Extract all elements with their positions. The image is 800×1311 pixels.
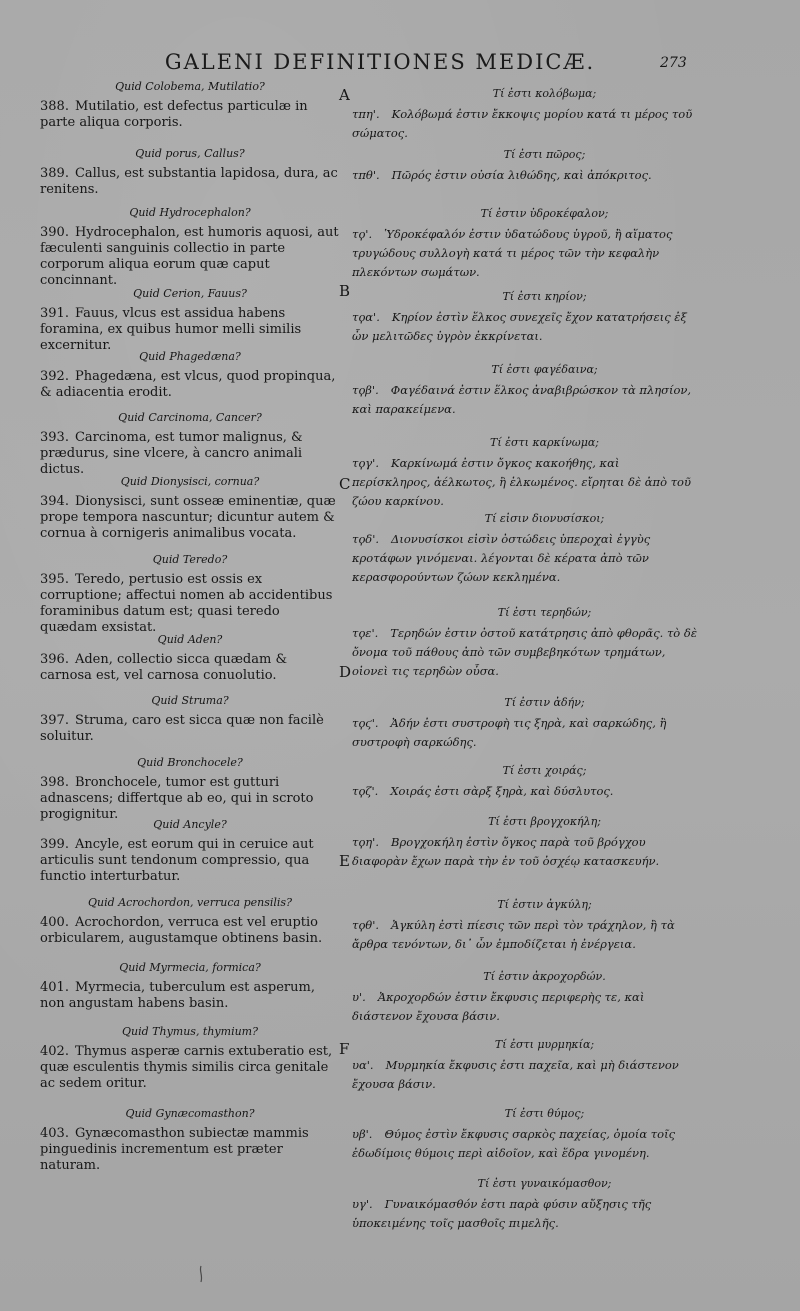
- latin-entry: [40, 80, 340, 131]
- definition-text: Teredo, pertusio est ossis ex corruptione; affectui nomen ab accidentibus foraminibus datum est; quasi teredo quædam exsistat.: [40, 572, 333, 635]
- gutter-letter-e: E: [339, 852, 350, 870]
- greek-entry: [352, 207, 697, 282]
- definition-text: Thymus asperæ carnis extuberatio est, quæ esculentis thymis similis circa genitale ac sedem oritur.: [40, 1044, 333, 1091]
- entry-heading: Τί ἐστι πῶρος;: [503, 148, 586, 161]
- entry-number: υα'.: [352, 1058, 374, 1072]
- definition-text: Struma, caro est sicca quæ non facilè soluitur.: [40, 713, 324, 744]
- entry-text: [352, 782, 697, 801]
- entry-text: [40, 166, 340, 198]
- entry-heading: Τί ἐστι κηρίον;: [502, 290, 587, 303]
- entry-heading: Τί ἐστι καρκίνωμα;: [489, 436, 600, 449]
- entry-text: [40, 225, 340, 289]
- definition-text: Fauus, vlcus est assidua habens foramina, ex quibus humor melli similis excernitur.: [40, 306, 302, 353]
- entry-heading: Quid porus, Callus?: [135, 147, 245, 160]
- entry-heading: Τί ἐστιν ἀδήν;: [504, 696, 585, 709]
- definition-text: Callus, est substantia lapidosa, dura, ac renitens.: [40, 166, 338, 197]
- entry-text: [352, 624, 697, 681]
- entry-heading: Τί ἐστιν ἀγκύλη;: [497, 898, 592, 911]
- greek-entry: [352, 363, 697, 419]
- greek-entry: [352, 1177, 697, 1233]
- entry-number: τϙδ'.: [352, 532, 380, 546]
- entry-text: [352, 1056, 697, 1094]
- definition-text: Carcinoma, est tumor malignus, & prædurus, sine vlcere, à cancro animali dictus.: [40, 430, 303, 477]
- greek-entry: [352, 898, 697, 954]
- entry-number: τϙζ'.: [352, 784, 379, 798]
- entry-number: 396.: [40, 652, 69, 667]
- entry-heading: Quid Thymus, thymium?: [121, 1025, 259, 1038]
- greek-entry: [352, 87, 697, 143]
- entry-number: 401.: [40, 980, 69, 995]
- entry-heading: Τί ἐστι φαγέδαινα;: [491, 363, 598, 376]
- entry-heading: Τί ἐστι βρογχοκήλη;: [488, 815, 601, 828]
- definition-text: Πῶρός ἐστιν οὐσία λιθώδης, καὶ ἀπόκριτος.: [391, 168, 652, 182]
- latin-entry: [40, 818, 340, 885]
- definition-text: Κηρίον ἐστὶν ἕλκος συνεχεῖς ἔχον κατατρήσεις ἐξ ὧν μελιτῶδες ὑγρὸν ἐκκρίνεται.: [352, 310, 687, 343]
- latin-entry: [40, 475, 340, 542]
- definition-text: Τερηδών ἐστιν ὀστοῦ κατάτρησις ἀπὸ φθορᾶς. τὸ δὲ ὄνομα τοῦ πάθους ἀπὸ τῶν συμβεβηκότων τρημάτων, οἱονεὶ τις τερηδὼν οὖσα.: [352, 626, 697, 678]
- entry-heading: Τί ἐστιν ὑδροκέφαλον;: [480, 207, 609, 220]
- latin-entry: [40, 1107, 340, 1174]
- definition-text: Φαγέδαινά ἐστιν ἕλκος ἀναβιβρώσκον τὰ πλησίον, καὶ παρακείμενα.: [352, 383, 692, 416]
- entry-number: τπθ'.: [352, 168, 380, 182]
- latin-entry: [40, 756, 340, 823]
- entry-number: 392.: [40, 369, 69, 384]
- entry-number: τϙε'.: [352, 626, 379, 640]
- entry-heading: Quid Bronchocele?: [137, 756, 243, 769]
- page-number: 273: [660, 55, 687, 71]
- greek-entry: [352, 606, 697, 681]
- definition-text: Hydrocephalon, est humoris aquosi, aut fæculenti sanguinis collectio in parte corporum aliqua eorum quæ caput concinnant.: [40, 225, 339, 288]
- definition-text: Καρκίνωμά ἐστιν ὄγκος κακοήθης, καὶ περίσκληρος, ἀέλκωτος, ἢ ἑλκωμένος. εἴρηται δὲ ἀπὸ τοῦ ζώου καρκίνου.: [352, 456, 691, 508]
- entry-text: [352, 1195, 697, 1233]
- entry-text: [352, 225, 697, 282]
- gutter-letter-f: F: [339, 1040, 350, 1058]
- latin-entry: [40, 287, 340, 354]
- latin-entry: [40, 1025, 340, 1092]
- entry-number: 400.: [40, 915, 69, 930]
- greek-entry: [352, 148, 697, 185]
- entry-heading: Τί ἐστι κολόβωμα;: [492, 87, 597, 100]
- ink-mark: [195, 1265, 207, 1283]
- entry-heading: Quid Struma?: [151, 694, 229, 707]
- definition-text: Διονυσίσκοι εἰσὶν ὀστώδεις ὑπεροχαὶ ἐγγὺς κροτάφων γινόμεναι. λέγονται δὲ κέρατα ἀπὸ τῶν κερασφορούντων ζώων κεκλημένα.: [352, 532, 651, 584]
- entry-number: 402.: [40, 1044, 69, 1059]
- entry-heading: Quid Hydrocephalon?: [129, 206, 251, 219]
- entry-text: [40, 837, 340, 885]
- definition-text: Ancyle, est eorum qui in ceruice aut articulis sunt tendonum compressio, qua functio interturbatur.: [40, 837, 314, 884]
- entry-text: [40, 306, 340, 354]
- definition-text: Bronchocele, tumor est gutturi adnascens; differtque ab eo, qui in scroto progignitur.: [40, 775, 314, 822]
- entry-heading: Τί ἐστι γυναικόμασθον;: [477, 1177, 612, 1190]
- entry-heading: Quid Myrmecia, formica?: [119, 961, 261, 974]
- greek-entry: [352, 764, 697, 801]
- definition-text: Aden, collectio sicca quædam & carnosa est, vel carnosa conuolutio.: [40, 652, 288, 683]
- entry-number: 390.: [40, 225, 69, 240]
- entry-heading: Τί ἐστι τερηδών;: [497, 606, 592, 619]
- entry-text: [352, 454, 697, 511]
- latin-entry: [40, 411, 340, 478]
- definition-text: Μυρμηκία ἔκφυσις ἐστι παχεῖα, καὶ μὴ διάστενον ἔχουσα βάσιν.: [352, 1058, 679, 1091]
- entry-text: [40, 1126, 340, 1174]
- entry-number: τϙη'.: [352, 835, 379, 849]
- greek-entry: [352, 696, 697, 752]
- entry-number: 395.: [40, 572, 69, 587]
- greek-entry: [352, 970, 697, 1026]
- latin-entry: [40, 896, 340, 947]
- entry-heading: Quid Carcinoma, Cancer?: [118, 411, 262, 424]
- entry-text: [352, 308, 697, 346]
- greek-entry: [352, 1038, 697, 1094]
- entry-heading: Τί ἐστιν ἀκροχορδών.: [483, 970, 606, 983]
- entry-text: [40, 915, 340, 947]
- entry-heading: Quid Acrochordon, verruca pensilis?: [88, 896, 292, 909]
- definition-text: Phagedæna, est vlcus, quod propinqua, & adiacentia erodit.: [40, 369, 336, 400]
- entry-number: υ'.: [352, 990, 366, 1004]
- definition-text: Κολόβωμά ἐστιν ἔκκοψις μορίου κατά τι μέρος τοῦ σώματος.: [352, 107, 693, 140]
- entry-text: [352, 714, 697, 752]
- entry-heading: Quid Ancyle?: [153, 818, 227, 831]
- entry-text: [352, 1125, 697, 1163]
- definition-text: Ἀκροχορδών ἐστιν ἔκφυσις περιφερὴς τε, καὶ διάστενον ἔχουσα βάσιν.: [352, 990, 645, 1023]
- entry-text: [40, 430, 340, 478]
- entry-text: [40, 1044, 340, 1092]
- entry-text: [352, 381, 697, 419]
- entry-heading: Τί εἰσιν διονυσίσκοι;: [484, 512, 605, 525]
- entry-number: 403.: [40, 1126, 69, 1141]
- entry-number: τϙα'.: [352, 310, 380, 324]
- entry-number: 398.: [40, 775, 69, 790]
- definition-text: Myrmecia, tuberculum est asperum, non angustam habens basin.: [40, 980, 315, 1011]
- entry-number: τϙθ'.: [352, 918, 380, 932]
- entry-heading: Τί ἐστι μυρμηκία;: [494, 1038, 595, 1051]
- entry-number: τϙγ'.: [352, 456, 379, 470]
- entry-number: 397.: [40, 713, 69, 728]
- entry-number: 394.: [40, 494, 69, 509]
- latin-entry: [40, 633, 340, 684]
- entry-text: [40, 572, 340, 636]
- greek-entry: [352, 1107, 697, 1163]
- gutter-letter-c: C: [339, 475, 351, 493]
- definition-text: Ἀγκύλη ἐστὶ πίεσις τῶν περὶ τὸν τράχηλον, ἢ τὰ ἄρθρα τενόντων, δι᾽ ὧν ἐμποδίζεται ἡ ἐνέργεια.: [352, 918, 675, 951]
- entry-text: [352, 166, 697, 185]
- running-title: GALENI DEFINITIONES MEDICÆ.: [164, 50, 596, 74]
- latin-entry: [40, 350, 340, 401]
- entry-text: [352, 530, 697, 587]
- entry-number: τϙϛ'.: [352, 716, 379, 730]
- entry-text: [40, 99, 340, 131]
- entry-heading: Τί ἐστι χοιράς;: [502, 764, 587, 777]
- definition-text: Ὑδροκέφαλόν ἐστιν ὑδατώδους ὑγροῦ, ἢ αἵματος τρυγώδους συλλογὴ κατά τι μέρος τῶν τὴν κεφαλὴν πλεκόντων σωμάτων.: [352, 227, 673, 279]
- definition-text: Γυναικόμασθόν ἐστι παρὰ φύσιν αὔξησις τῆς ὑποκειμένης τοῖς μασθοῖς πιμελῆς.: [352, 1197, 652, 1230]
- entry-number: 399.: [40, 837, 69, 852]
- latin-entry: [40, 694, 340, 745]
- entry-text: [40, 494, 340, 542]
- entry-number: τπη'.: [352, 107, 380, 121]
- entry-text: [352, 833, 697, 871]
- entry-heading: Quid Aden?: [157, 633, 223, 646]
- entry-heading: Quid Gynæcomasthon?: [125, 1107, 255, 1120]
- entry-heading: Quid Dionysisci, cornua?: [120, 475, 260, 488]
- entry-heading: Quid Phagedæna?: [139, 350, 241, 363]
- latin-entry: [40, 147, 340, 198]
- entry-number: τϙβ'.: [352, 383, 379, 397]
- greek-entry: [352, 512, 697, 587]
- gutter-letter-a: A: [339, 86, 350, 104]
- entry-heading: Quid Colobema, Mutilatio?: [115, 80, 265, 93]
- definition-text: Ἀδήν ἐστι συστροφὴ τις ξηρὰ, καὶ σαρκώδης, ἢ συστροφὴ σαρκώδης.: [352, 716, 667, 749]
- entry-heading: Τί ἐστι θύμος;: [504, 1107, 585, 1120]
- entry-number: 391.: [40, 306, 69, 321]
- entry-heading: Quid Teredo?: [152, 553, 228, 566]
- gutter-letter-d: D: [339, 663, 352, 681]
- definition-text: Χοιράς ἐστι σὰρξ ξηρὰ, καὶ δύσλυτος.: [390, 784, 614, 798]
- entry-number: τϙ'.: [352, 227, 373, 241]
- entry-heading: Quid Cerion, Fauus?: [133, 287, 247, 300]
- definition-text: Mutilatio, est defectus particulæ in parte aliqua corporis.: [40, 99, 308, 130]
- greek-entry: [352, 815, 697, 871]
- definition-text: Βρογχοκήλη ἐστὶν ὄγκος παρὰ τοῦ βρόγχου διαφορὰν ἔχων παρὰ τὴν ἐν τοῦ ὀσχέῳ κατασκευήν.: [352, 835, 660, 868]
- entry-text: [352, 916, 697, 954]
- entry-number: υβ'.: [352, 1127, 373, 1141]
- latin-entry: [40, 961, 340, 1012]
- entry-text: [40, 713, 340, 745]
- latin-entry: [40, 553, 340, 636]
- latin-entry: [40, 206, 340, 289]
- entry-number: 389.: [40, 166, 69, 181]
- entry-text: [352, 988, 697, 1026]
- entry-number: υγ'.: [352, 1197, 373, 1211]
- greek-entry: [352, 436, 697, 511]
- gutter-letter-b: B: [339, 282, 351, 300]
- entry-text: [40, 775, 340, 823]
- definition-text: Θύμος ἐστὶν ἔκφυσις σαρκὸς παχείας, ὁμοία τοῖς ἐδωδίμοις θύμοις περὶ αἰδοῖον, καὶ ἕδρα γινομένη.: [352, 1127, 676, 1160]
- entry-text: [40, 369, 340, 401]
- entry-number: 393.: [40, 430, 69, 445]
- entry-number: 388.: [40, 99, 69, 114]
- greek-entry: [352, 290, 697, 346]
- definition-text: Acrochordon, verruca est vel eruptio orbicularem, augustamque obtinens basin.: [40, 915, 323, 946]
- entry-text: [40, 652, 340, 684]
- definition-text: Dionysisci, sunt osseæ eminentiæ, quæ prope tempora nascuntur; dicuntur autem & cornua à cornigeris animalibus vocata.: [40, 494, 336, 541]
- entry-text: [352, 105, 697, 143]
- entry-text: [40, 980, 340, 1012]
- definition-text: Gynæcomasthon subiectæ mammis pinguedinis incrementum est præter naturam.: [40, 1126, 309, 1173]
